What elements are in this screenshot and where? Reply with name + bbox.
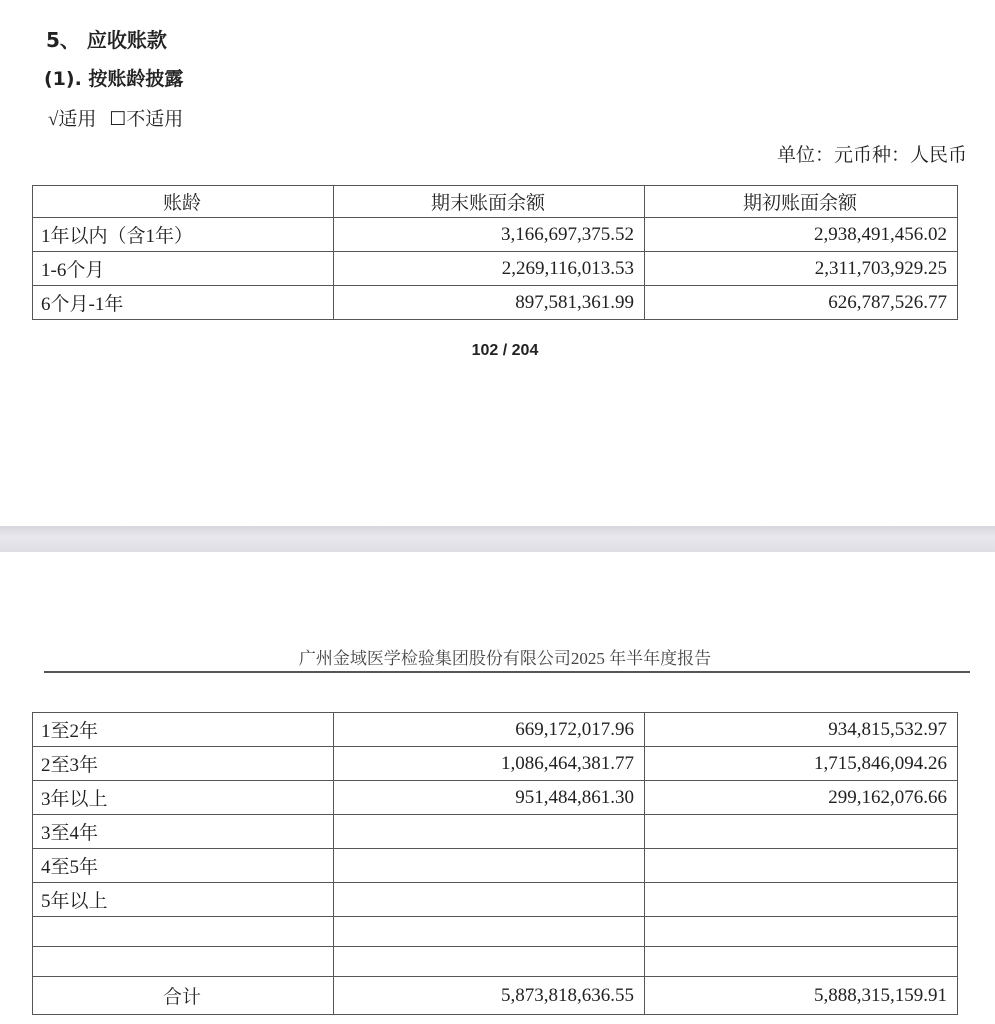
- empty-cell: [33, 947, 334, 977]
- header-rule: [44, 671, 970, 673]
- aging-table-page1: [32, 185, 958, 320]
- table-row: [33, 218, 958, 252]
- table-row: [33, 747, 958, 781]
- opening-cell: [645, 849, 958, 883]
- empty-row: [33, 947, 958, 977]
- subsection-title: (1). 按账龄披露: [44, 68, 184, 90]
- table-header-row: [33, 186, 958, 218]
- closing-cell: 2,269,116,013.53: [334, 252, 645, 286]
- total-closing: 5,873,818,636.55: [334, 977, 645, 1015]
- empty-row: [33, 917, 958, 947]
- closing-cell: 3,166,697,375.52: [334, 218, 645, 252]
- not-applicable-option: ☐不适用: [109, 109, 184, 130]
- opening-cell: 2,938,491,456.02: [645, 218, 958, 252]
- table-row: [33, 883, 958, 917]
- aging-cell: 3年以上: [33, 781, 334, 815]
- table-row: [33, 713, 958, 747]
- opening-cell: 2,311,703,929.25: [645, 252, 958, 286]
- empty-cell: [334, 947, 645, 977]
- applicability-options: [48, 104, 183, 131]
- total-opening: 5,888,315,159.91: [645, 977, 958, 1015]
- empty-cell: [334, 917, 645, 947]
- aging-table-page2: [32, 712, 958, 1015]
- closing-cell: [334, 849, 645, 883]
- closing-cell: [334, 815, 645, 849]
- opening-cell: 626,787,526.77: [645, 286, 958, 320]
- unit-note: 单位：元币种：人民币: [776, 145, 967, 166]
- empty-cell: [33, 917, 334, 947]
- total-row: [33, 977, 958, 1015]
- closing-cell: 669,172,017.96: [334, 713, 645, 747]
- aging-cell: 5年以上: [33, 883, 334, 917]
- page-separator: [0, 526, 995, 552]
- closing-cell: [334, 883, 645, 917]
- closing-cell: 951,484,861.30: [334, 781, 645, 815]
- aging-cell: 2至3年: [33, 747, 334, 781]
- aging-cell: 1年以内（含1年）: [33, 218, 334, 252]
- aging-cell: 3至4年: [33, 815, 334, 849]
- empty-cell: [645, 947, 958, 977]
- aging-cell: 4至5年: [33, 849, 334, 883]
- closing-cell: 1,086,464,381.77: [334, 747, 645, 781]
- total-label: 合计: [33, 977, 334, 1015]
- table-row: [33, 781, 958, 815]
- opening-cell: 934,815,532.97: [645, 713, 958, 747]
- empty-cell: [645, 917, 958, 947]
- header-closing-balance: 期末账面余额: [334, 186, 645, 218]
- table-row: [33, 815, 958, 849]
- applicable-option: √适用: [48, 109, 97, 130]
- page-number: 102 / 204: [471, 342, 539, 359]
- section-title: 5、 应收账款: [46, 28, 167, 52]
- table-row: [33, 252, 958, 286]
- opening-cell: [645, 815, 958, 849]
- header-aging: 账龄: [33, 186, 334, 218]
- aging-cell: 1-6个月: [33, 252, 334, 286]
- aging-cell: 1至2年: [33, 713, 334, 747]
- table-row: [33, 849, 958, 883]
- table-row: [33, 286, 958, 320]
- closing-cell: 897,581,361.99: [334, 286, 645, 320]
- opening-cell: [645, 883, 958, 917]
- opening-cell: 299,162,076.66: [645, 781, 958, 815]
- header-opening-balance: 期初账面余额: [645, 186, 958, 218]
- aging-cell: 6个月-1年: [33, 286, 334, 320]
- running-header: 广州金域医学检验集团股份有限公司2025 年半年度报告: [298, 649, 712, 668]
- opening-cell: 1,715,846,094.26: [645, 747, 958, 781]
